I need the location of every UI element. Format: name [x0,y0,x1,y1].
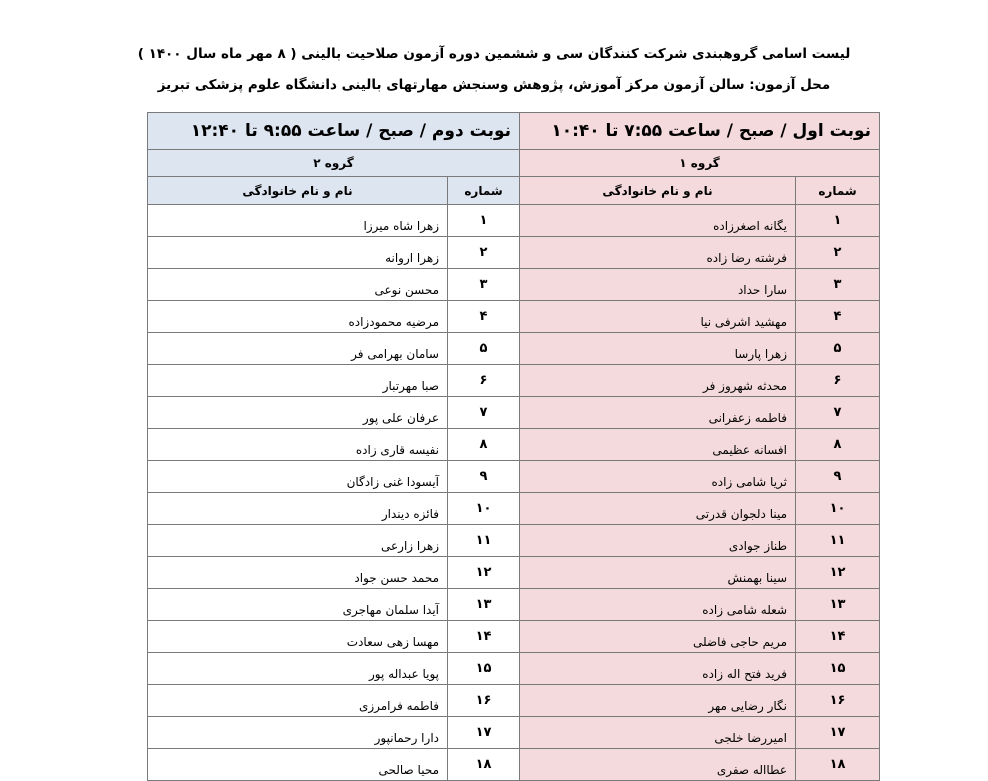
group2-name-cell: عرفان علی پور [148,397,448,429]
group1-name-cell: عطااله صفری [520,749,796,781]
group2-name-cell: سامان بهرامی فر [148,333,448,365]
group1-number-cell: ۱۷ [796,717,880,749]
group1-name-cell: مینا دلجوان قدرتی [520,493,796,525]
table-row [148,461,880,493]
group2-name-cell: آیسودا غنی زادگان [148,461,448,493]
group2-name-cell: فاطمه فرامرزی [148,685,448,717]
group2-number-cell: ۹ [448,461,520,493]
group2-name-cell: زهرا اروانه [148,237,448,269]
table-row [148,365,880,397]
group2-name-cell: زهرا زارعی [148,525,448,557]
group1-name-cell: شعله شامی زاده [520,589,796,621]
table-row [148,717,880,749]
group2-number-cell: ۱۰ [448,493,520,525]
group1-number-cell: ۱۵ [796,653,880,685]
group2-number-header: شماره [448,177,520,205]
group2-number-cell: ۱۶ [448,685,520,717]
table-row [148,621,880,653]
table-row [148,493,880,525]
page-title: لیست اسامی گروهبندی شرکت کنندگان سی و ششمین دوره آزمون صلاحیت بالینی ( ۸ مهر ماه سال ۱۴۰۰ ) [137,46,851,62]
group1-name-cell: یگانه اصغرزاده [520,205,796,237]
group1-number-cell: ۷ [796,397,880,429]
group2-name-cell: فائزه دیندار [148,493,448,525]
group2-number-cell: ۱۵ [448,653,520,685]
group1-number-cell: ۹ [796,461,880,493]
table-row [148,237,880,269]
group1-name-cell: فرشته رضا زاده [520,237,796,269]
group1-name-cell: مهشید اشرفی نیا [520,301,796,333]
group2-number-cell: ۶ [448,365,520,397]
group2-number-cell: ۷ [448,397,520,429]
group1-name-cell: فاطمه زعفرانی [520,397,796,429]
group1-name-cell: ثریا شامی زاده [520,461,796,493]
group1-name-cell: محدثه شهروز فر [520,365,796,397]
group2-label: گروه ۲ [148,150,520,177]
group2-number-cell: ۵ [448,333,520,365]
group1-number-cell: ۴ [796,301,880,333]
group2-name-cell: صبا مهرتبار [148,365,448,397]
group2-number-cell: ۱۷ [448,717,520,749]
group1-number-cell: ۵ [796,333,880,365]
group2-name-cell: محیا صالحی [148,749,448,781]
table-row [148,653,880,685]
group2-name-cell: زهرا شاه میرزا [148,205,448,237]
group2-number-cell: ۱۴ [448,621,520,653]
table-row [148,557,880,589]
group2-number-cell: ۲ [448,237,520,269]
group1-number-cell: ۸ [796,429,880,461]
group2-name-cell: مهسا زهی سعادت [148,621,448,653]
group1-number-cell: ۱۲ [796,557,880,589]
group1-number-cell: ۱ [796,205,880,237]
group2-number-cell: ۱۱ [448,525,520,557]
group1-name-cell: مریم حاجی فاضلی [520,621,796,653]
group1-number-cell: ۶ [796,365,880,397]
group2-name-cell: مرضیه محمودزاده [148,301,448,333]
group1-label: گروه ۱ [520,150,880,177]
group2-name-cell: محسن نوعی [148,269,448,301]
group2-name-cell: دارا رحمانپور [148,717,448,749]
group1-number-cell: ۱۰ [796,493,880,525]
table-row [148,429,880,461]
table-row [148,205,880,237]
table-row [148,269,880,301]
table-row [148,397,880,429]
group1-number-cell: ۱۸ [796,749,880,781]
group1-number-header: شماره [796,177,880,205]
table-row [148,589,880,621]
group2-name-cell: آیدا سلمان مهاجری [148,589,448,621]
group2-number-cell: ۳ [448,269,520,301]
group2-number-cell: ۱۳ [448,589,520,621]
table-row [148,749,880,781]
group1-number-cell: ۳ [796,269,880,301]
group1-number-cell: ۱۴ [796,621,880,653]
group1-name-cell: نگار رضایی مهر [520,685,796,717]
group1-number-cell: ۲ [796,237,880,269]
group2-number-cell: ۴ [448,301,520,333]
table-row [148,333,880,365]
group1-number-cell: ۱۶ [796,685,880,717]
group2-name-cell: پویا عبداله پور [148,653,448,685]
shift2-title: نوبت دوم / صبح / ساعت ۹:۵۵ تا ۱۲:۴۰ [148,113,520,150]
shift1-title: نوبت اول / صبح / ساعت ۷:۵۵ تا ۱۰:۴۰ [520,113,880,150]
group1-name-header: نام و نام خانوادگی [520,177,796,205]
group2-name-cell: محمد حسن جواد [148,557,448,589]
group1-name-cell: طناز جوادی [520,525,796,557]
table-row [148,685,880,717]
group2-name-header: نام و نام خانوادگی [148,177,448,205]
table-row [148,525,880,557]
table-row [148,301,880,333]
group1-name-cell: امیررضا خلجی [520,717,796,749]
exam-location: محل آزمون: سالن آزمون مرکز آموزش، پژوهش وسنجش مهارتهای بالینی دانشگاه علوم پزشکی تبریز [157,77,831,93]
group2-number-cell: ۸ [448,429,520,461]
group1-number-cell: ۱۳ [796,589,880,621]
group2-number-cell: ۱۸ [448,749,520,781]
group1-name-cell: افسانه عظیمی [520,429,796,461]
schedule-table [147,112,880,781]
group1-name-cell: فرید فتح اله زاده [520,653,796,685]
group2-name-cell: نفیسه قاری زاده [148,429,448,461]
group2-number-cell: ۱ [448,205,520,237]
group1-number-cell: ۱۱ [796,525,880,557]
group1-name-cell: سارا حداد [520,269,796,301]
group1-name-cell: سینا بهمنش [520,557,796,589]
group2-number-cell: ۱۲ [448,557,520,589]
group1-name-cell: زهرا پارسا [520,333,796,365]
